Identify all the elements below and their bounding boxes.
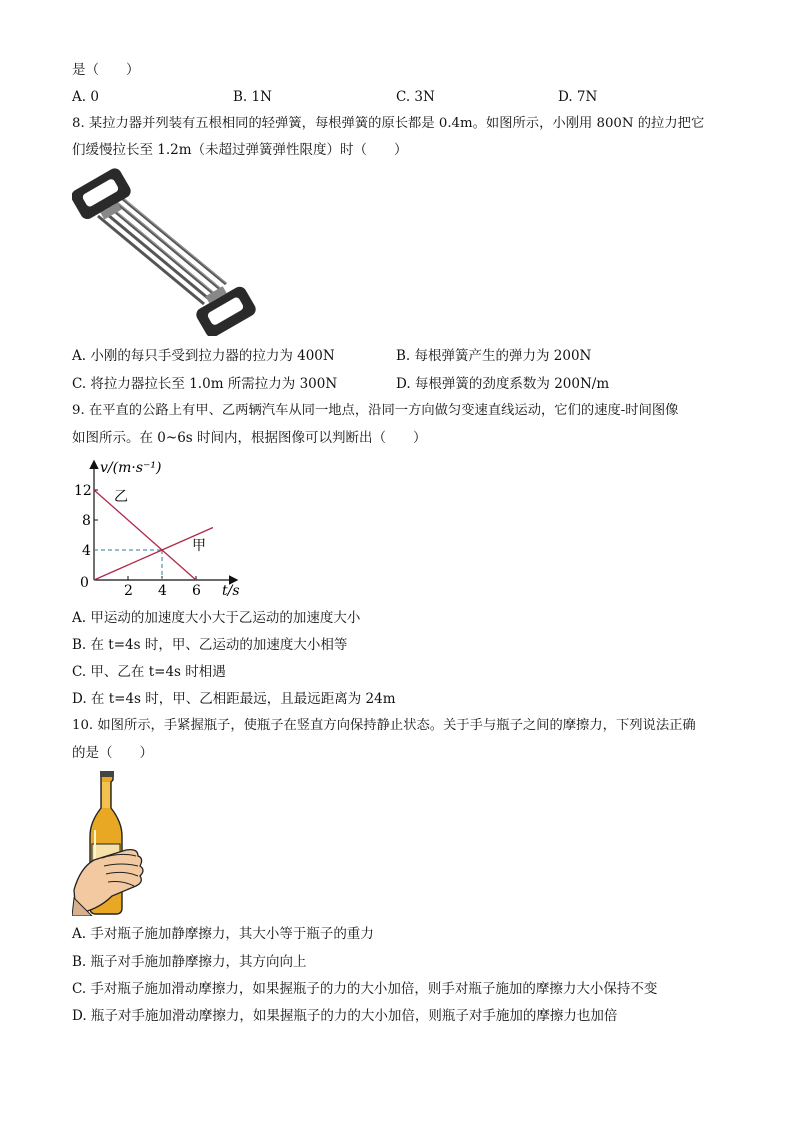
y-tick-label: 12 <box>74 483 92 499</box>
q7-option-a: A. 0 <box>72 89 99 105</box>
q10-option-a: A. 手对瓶子施加静摩擦力，其大小等于瓶子的重力 <box>72 926 374 942</box>
x-axis-label: t/s <box>222 583 240 599</box>
y-tick-label: 8 <box>82 513 91 529</box>
q8-option-a: A. 小刚的每只手受到拉力器的拉力为 400N <box>72 348 335 364</box>
x-tick-label: 6 <box>192 583 201 599</box>
q7-stem-tail: 是（ ） <box>72 62 140 78</box>
x-tick-label: 4 <box>158 583 167 599</box>
vt-graph <box>70 456 245 601</box>
origin-label: 0 <box>80 575 89 591</box>
series-label-yi: 乙 <box>114 489 128 505</box>
q9-option-c: C. 甲、乙在 t=4s 时相遇 <box>72 664 226 680</box>
q8-stem-line2: 们缓慢拉长至 1.2m（未超过弹簧弹性限度）时（ ） <box>72 142 408 158</box>
q8-option-b: B. 每根弹簧产生的弹力为 200N <box>396 348 592 364</box>
q9-option-d: D. 在 t=4s 时，甲、乙相距最远，且最远距离为 24m <box>72 691 396 707</box>
q9-stem-line2: 如图所示。在 0~6s 时间内，根据图像可以判断出（ ） <box>72 430 427 446</box>
q7-option-b: B. 1N <box>233 89 272 105</box>
chest-expander-image <box>72 168 256 336</box>
q10-stem-line2: 的是（ ） <box>72 745 153 761</box>
q10-stem-line1: 10. 如图所示，手紧握瓶子，使瓶子在竖直方向保持静止状态。关于手与瓶子之间的摩擦力，下列说法正确 <box>72 718 696 733</box>
series-label-jia: 甲 <box>192 538 206 554</box>
q8-option-d: D. 每根弹簧的劲度系数为 200N/m <box>396 376 610 392</box>
y-tick-label: 4 <box>82 543 91 559</box>
q8-option-c: C. 将拉力器拉长至 1.0m 所需拉力为 300N <box>72 376 338 392</box>
q9-option-b: B. 在 t=4s 时，甲、乙运动的加速度大小相等 <box>72 637 348 653</box>
q10-option-b: B. 瓶子对手施加静摩擦力，其方向向上 <box>72 954 307 970</box>
q9-stem-line1: 9. 在平直的公路上有甲、乙两辆汽车从同一地点，沿同一方向做匀变速直线运动，它们的速度-时间图像 <box>72 403 679 418</box>
y-axis-label: v/(m·s⁻¹) <box>100 460 162 476</box>
x-tick-label: 2 <box>124 583 133 599</box>
q7-option-d: D. 7N <box>558 89 598 105</box>
hand-holding-bottle-image <box>72 770 150 916</box>
q7-option-c: C. 3N <box>396 89 435 105</box>
series-line-yi <box>94 490 196 580</box>
q10-option-c: C. 手对瓶子施加滑动摩擦力，如果握瓶子的力的大小加倍，则手对瓶子施加的摩擦力大小保持不变 <box>72 981 658 997</box>
q8-stem-line1: 8. 某拉力器并列装有五根相同的轻弹簧，每根弹簧的原长都是 0.4m。如图所示，小刚用 800N 的拉力把它 <box>72 116 705 131</box>
q10-option-d: D. 瓶子对手施加滑动摩擦力，如果握瓶子的力的大小加倍，则瓶子对手施加的摩擦力也加倍 <box>72 1008 618 1024</box>
q9-option-a: A. 甲运动的加速度大小大于乙运动的加速度大小 <box>72 610 361 626</box>
